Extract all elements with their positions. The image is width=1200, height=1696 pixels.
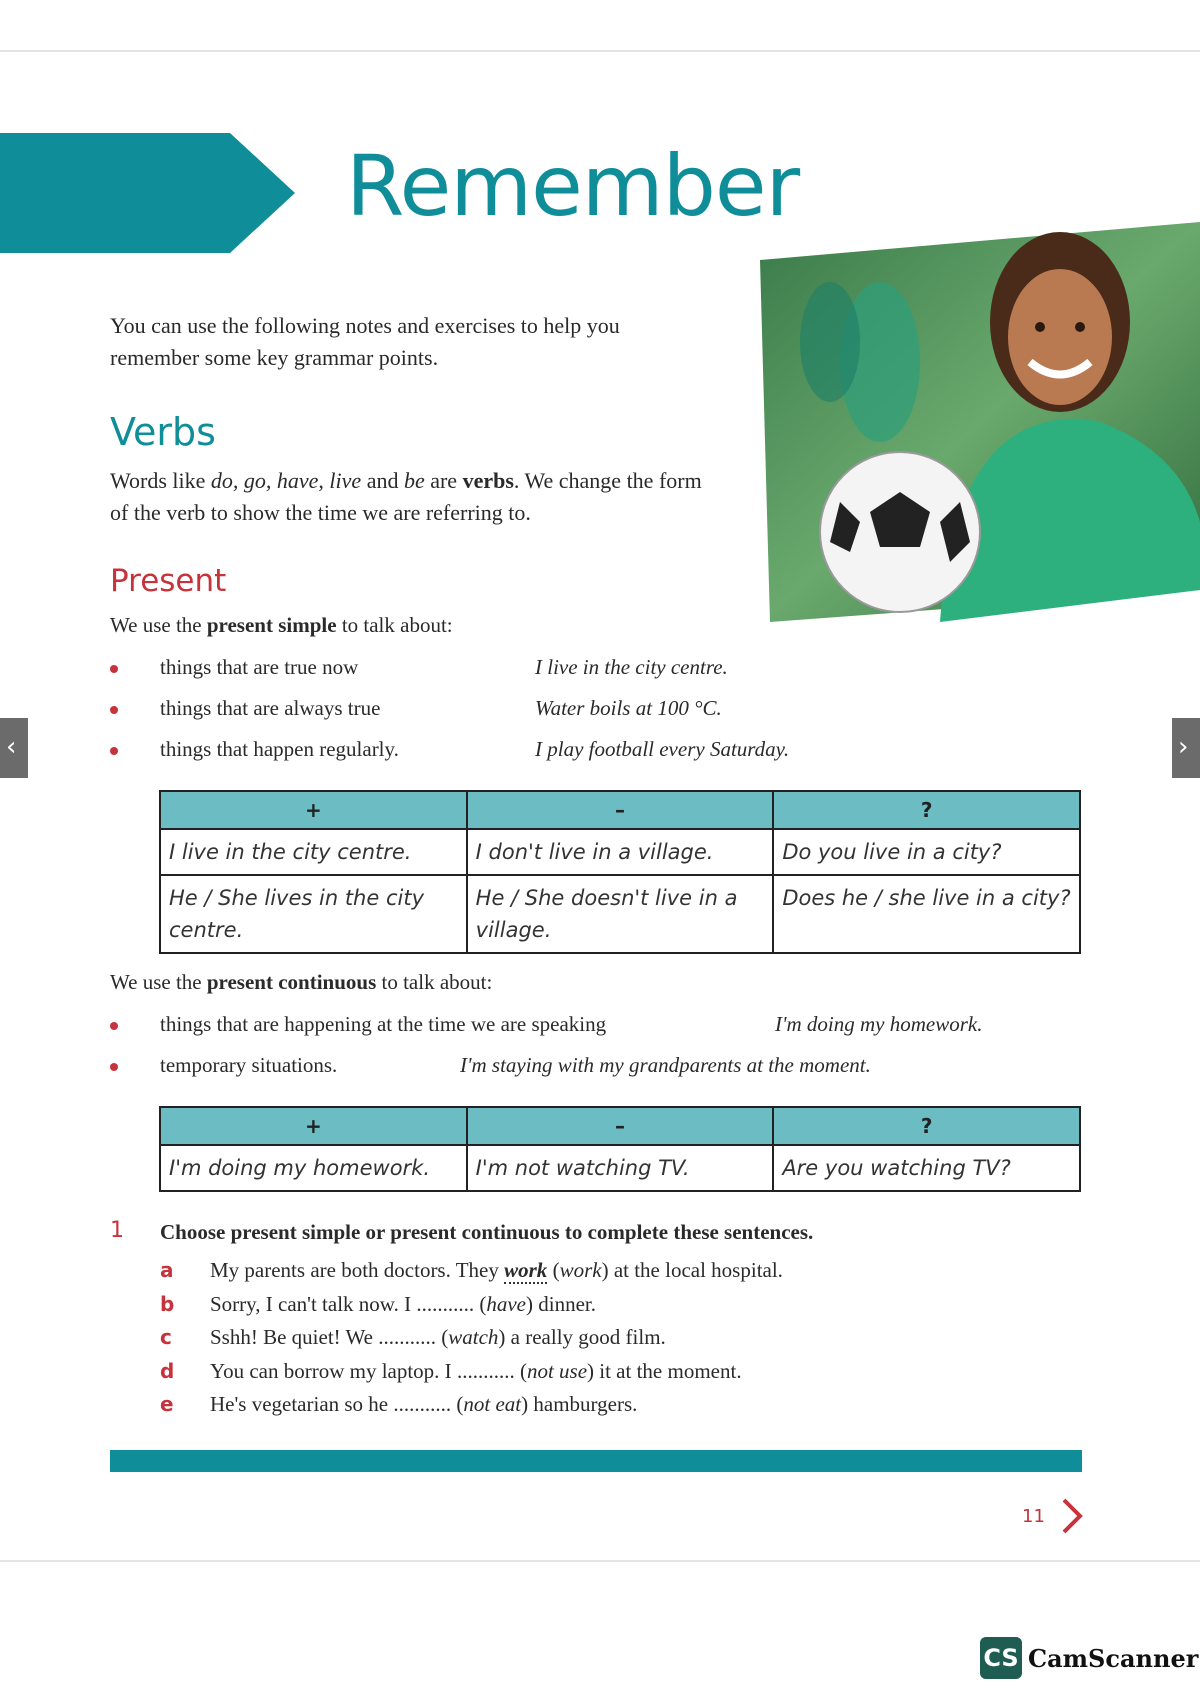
- table-row: [160, 1145, 1080, 1191]
- bullet-dot: [110, 665, 118, 673]
- top-rule: [0, 50, 1200, 52]
- continuous-bullet: temporary situations. I'm staying with my grandparents at the moment.: [110, 1053, 1110, 1083]
- table-header: –: [467, 1107, 774, 1145]
- page-chevron-right-icon: [1060, 1496, 1086, 1536]
- exercise-number: 1: [110, 1218, 124, 1243]
- exercise-item: c Sshh! Be quiet! We ........... (watch) a really good film.: [160, 1325, 666, 1349]
- table-row: [160, 875, 1080, 953]
- exercise-item: e He's vegetarian so he ........... (not eat) hamburgers.: [160, 1392, 638, 1416]
- intro-paragraph: You can use the following notes and exercises to help you remember some key grammar points.: [110, 313, 620, 370]
- present-simple-table: [159, 790, 1081, 954]
- table-header: ?: [773, 791, 1080, 829]
- verbs-heading: Verbs: [110, 410, 216, 454]
- answer-blank[interactable]: ...........: [393, 1392, 452, 1416]
- exercise-item: d You can borrow my laptop. I ........... (not use) it at the moment.: [160, 1359, 742, 1383]
- answer-blank[interactable]: ...........: [456, 1359, 515, 1383]
- bullet-dot: [110, 706, 118, 714]
- table-cell: I live in the city centre.: [160, 829, 467, 875]
- camscanner-logo-icon: CS: [980, 1637, 1022, 1679]
- bullet-dot: [110, 1063, 118, 1071]
- answer-fill: work: [504, 1258, 548, 1282]
- footer-bar: [110, 1450, 1082, 1472]
- exercise-instruction: Choose present simple or present continuous to complete these sentences.: [160, 1220, 814, 1244]
- bullet-dot: [110, 747, 118, 755]
- table-cell: He / She doesn't live in a village.: [467, 875, 774, 953]
- chevron-left-icon: ‹: [6, 732, 17, 762]
- next-page-button[interactable]: [1172, 718, 1200, 778]
- table-cell: He / She lives in the city centre.: [160, 875, 467, 953]
- verbs-paragraph: Words like do, go, have, live and be are verbs. We change the form of the verb to show the time we are referring to.: [110, 468, 702, 525]
- table-cell: Are you watching TV?: [773, 1145, 1080, 1191]
- table-cell: I'm doing my homework.: [160, 1145, 467, 1191]
- present-continuous-table: [159, 1106, 1081, 1192]
- present-continuous-intro: We use the present continuous to talk about:: [110, 970, 493, 994]
- table-cell: Do you live in a city?: [773, 829, 1080, 875]
- present-simple-intro: We use the present simple to talk about:: [110, 613, 453, 637]
- table-cell: I'm not watching TV.: [467, 1145, 774, 1191]
- simple-bullet: things that are always true Water boils at 100 °C.: [110, 696, 1110, 726]
- table-header: ?: [773, 1107, 1080, 1145]
- simple-bullet: things that are true now I live in the city centre.: [110, 655, 1110, 685]
- prev-page-button[interactable]: [0, 718, 28, 778]
- camscanner-name: CamScanner: [1028, 1644, 1199, 1673]
- bullet-dot: [110, 1022, 118, 1030]
- bottom-rule: [0, 1560, 1200, 1562]
- chevron-right-icon: ›: [1178, 732, 1189, 762]
- table-cell: I don't live in a village.: [467, 829, 774, 875]
- answer-blank[interactable]: ...........: [378, 1325, 436, 1349]
- table-header: +: [160, 791, 467, 829]
- answer-blank[interactable]: ...........: [416, 1292, 475, 1316]
- continuous-bullet: things that are happening at the time we are speaking I'm doing my homework.: [110, 1012, 1110, 1042]
- exercise-item: b Sorry, I can't talk now. I ........... (have) dinner.: [160, 1292, 596, 1316]
- page-number: 11: [1022, 1506, 1045, 1527]
- exercise-item: a My parents are both doctors. They work (work) at the local hospital.: [160, 1258, 783, 1282]
- table-header: +: [160, 1107, 467, 1145]
- girl-with-football-photo: [760, 222, 1200, 622]
- table-header: –: [467, 791, 774, 829]
- table-row: [160, 829, 1080, 875]
- page-title: Remember: [346, 137, 800, 235]
- simple-bullet: things that happen regularly. I play football every Saturday.: [110, 737, 1110, 767]
- present-heading: Present: [110, 563, 227, 599]
- title-banner-arrow: [0, 133, 295, 253]
- table-cell: Does he / she live in a city?: [773, 875, 1080, 953]
